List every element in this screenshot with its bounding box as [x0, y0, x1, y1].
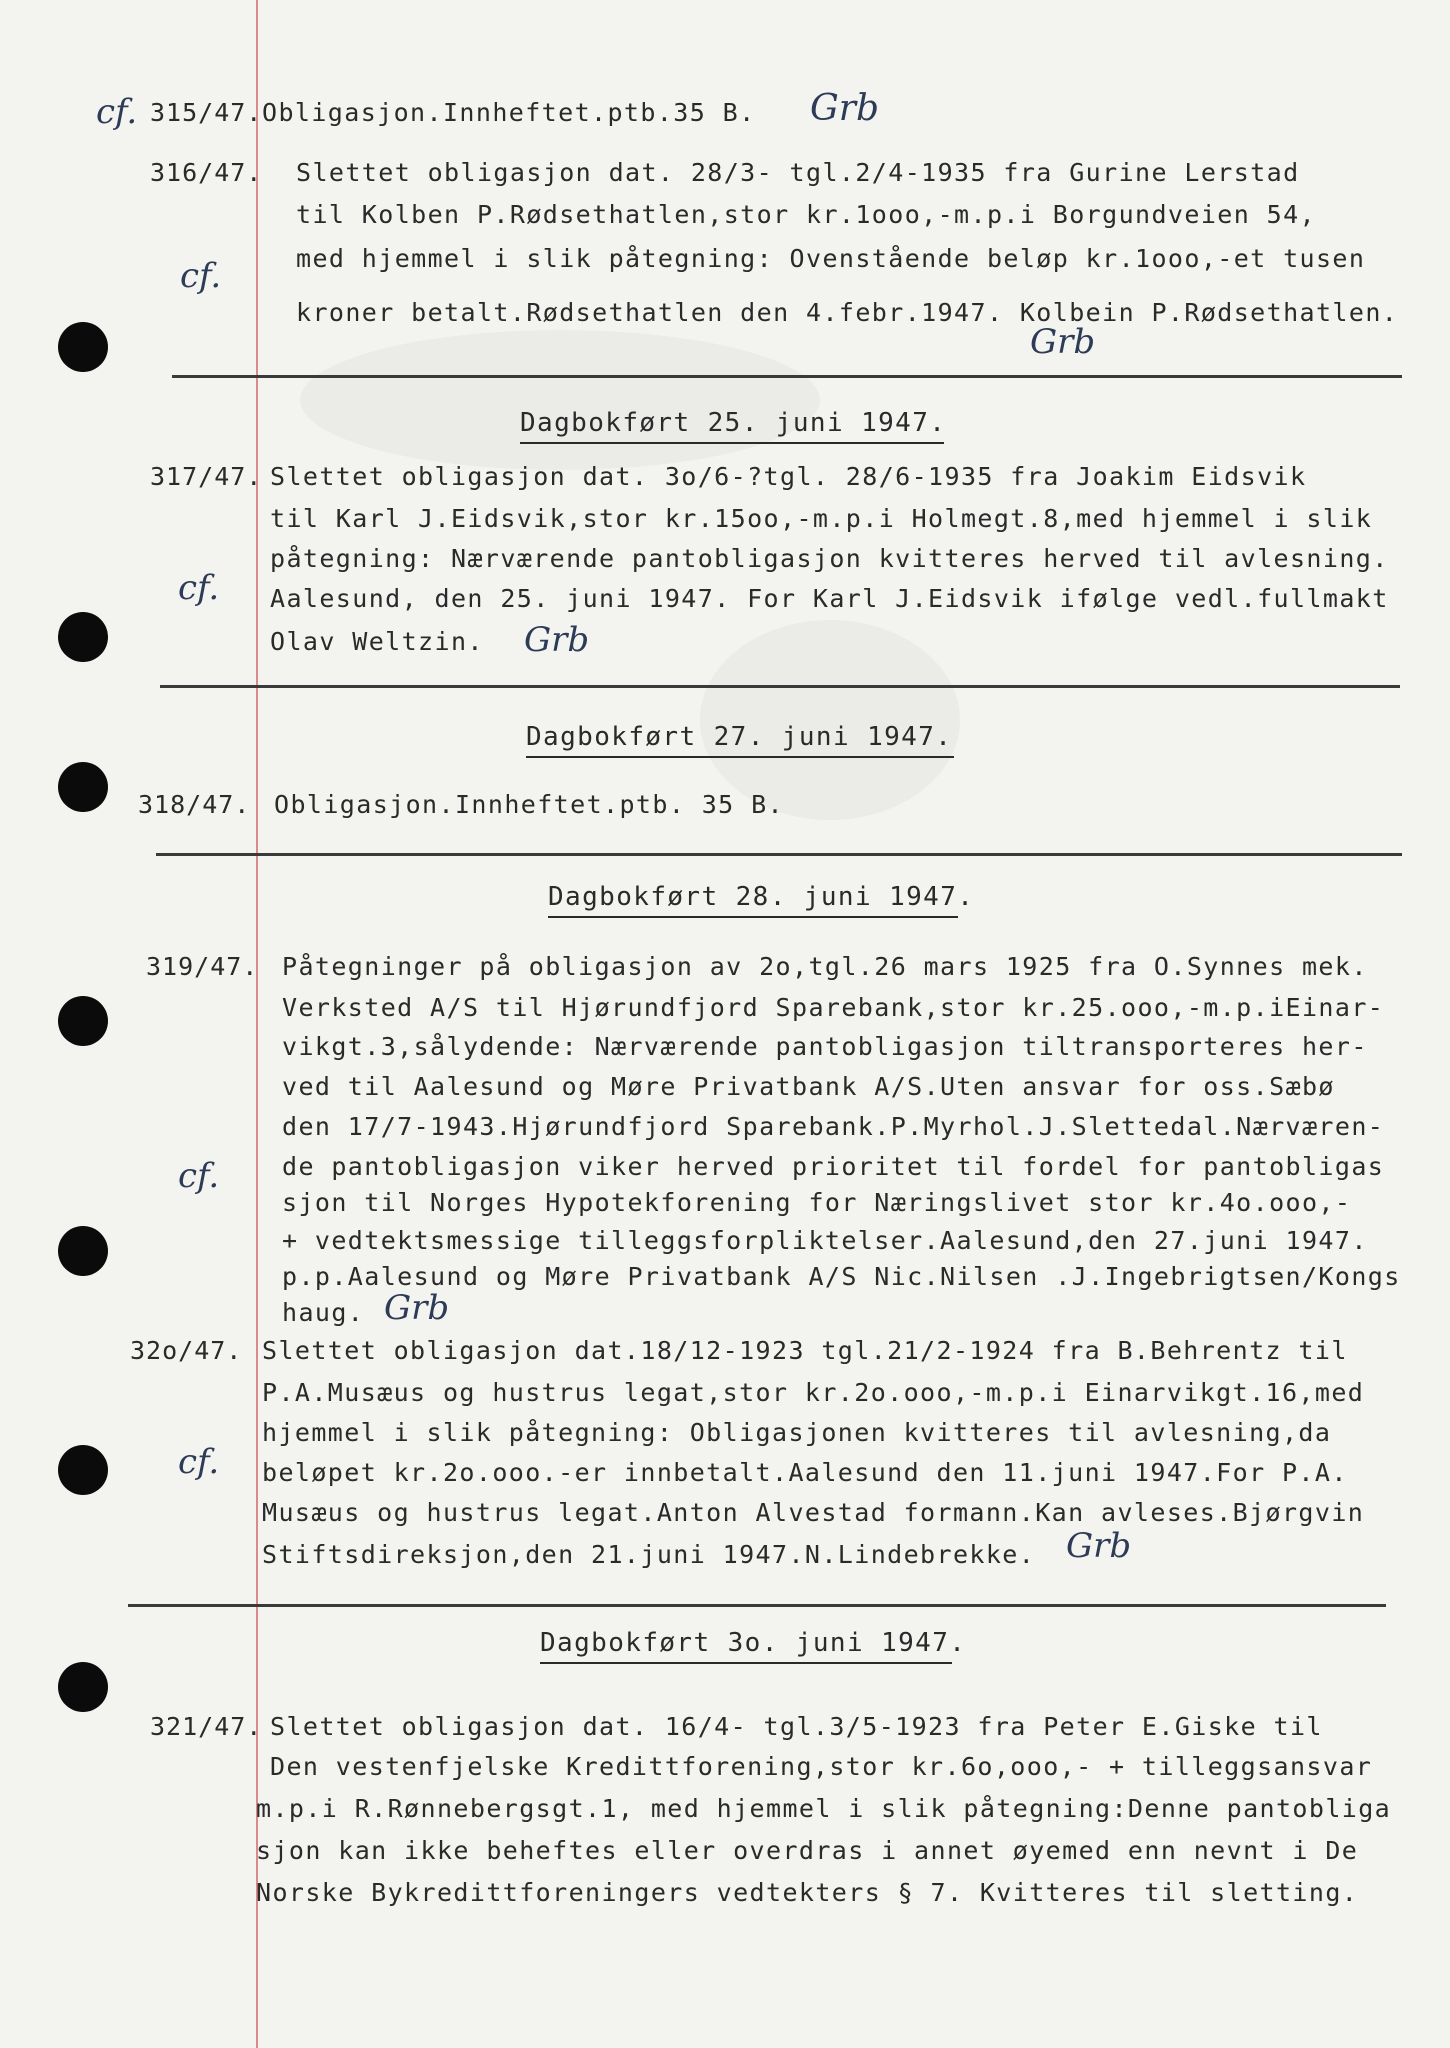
entry-line: Slettet obligasjon dat. 3o/6-?tgl. 28/6-1935 fra Joakim Eidsvik: [270, 462, 1307, 491]
cf-annotation: cf.: [178, 1442, 220, 1482]
entry-line: beløpet kr.2o.ooo.-er innbetalt.Aalesund den 11.juni 1947.For P.A.: [262, 1458, 1348, 1487]
entry-line: + vedtektsmessige tilleggsforpliktelser.Aalesund,den 27.juni 1947.: [282, 1226, 1368, 1255]
heading-underline: [548, 916, 958, 918]
heading-underline: [520, 442, 944, 444]
entry-line: med hjemmel i slik påtegning: Ovenstående beløp kr.1ooo,-et tusen: [296, 244, 1366, 273]
entry-line: den 17/7-1943.Hjørundfjord Sparebank.P.Myrhol.J.Slettedal.Nærværen-: [282, 1112, 1385, 1141]
entry-line: ved til Aalesund og Møre Privatbank A/S.Uten ansvar for oss.Sæbø: [282, 1072, 1335, 1101]
entry-number: 319/47.: [146, 952, 259, 981]
entry-line: Slettet obligasjon dat. 16/4- tgl.3/5-1923 fra Peter E.Giske til: [270, 1712, 1323, 1741]
entry-number: 317/47.: [150, 462, 263, 491]
initials: Grb: [524, 620, 590, 660]
entry-line: P.A.Musæus og hustrus legat,stor kr.2o.ooo,-m.p.i Einarvikgt.16,med: [262, 1378, 1365, 1407]
punch-hole: [58, 322, 108, 372]
punch-hole: [58, 996, 108, 1046]
entry-line: Obligasjon.Innheftet.ptb.35 B.: [262, 98, 756, 127]
section-divider: [156, 853, 1402, 856]
punch-hole: [58, 1445, 108, 1495]
initials: Grb: [1066, 1526, 1132, 1566]
cf-annotation: cf.: [178, 568, 220, 608]
punch-hole: [58, 612, 108, 662]
initials: Grb: [384, 1288, 450, 1328]
dagbok-heading: Dagbokført 25. juni 1947.: [520, 408, 947, 438]
entry-line: Den vestenfjelske Kredittforening,stor kr.6o,ooo,- + tilleggsansvar: [270, 1752, 1373, 1781]
entry-line: påtegning: Nærværende pantobligasjon kvitteres herved til avlesning.: [270, 544, 1389, 573]
section-divider: [172, 375, 1402, 378]
section-divider: [160, 685, 1400, 688]
entry-number: 318/47.: [138, 790, 251, 819]
cf-annotation: cf.: [96, 92, 138, 132]
entry-line: Påtegninger på obligasjon av 2o,tgl.26 mars 1925 fra O.Synnes mek.: [282, 952, 1368, 981]
entry-number: 32o/47.: [130, 1336, 243, 1365]
entry-line: kroner betalt.Rødsethatlen den 4.febr.1947. Kolbein P.Rødsethatlen.: [296, 298, 1399, 327]
entry-line: Slettet obligasjon dat. 28/3- tgl.2/4-1935 fra Gurine Lerstad: [296, 158, 1300, 187]
entry-line: Musæus og hustrus legat.Anton Alvestad formann.Kan avleses.Bjørgvin: [262, 1498, 1365, 1527]
initials: Grb: [810, 88, 880, 129]
entry-line: Slettet obligasjon dat.18/12-1923 tgl.21/2-1924 fra B.Behrentz til: [262, 1336, 1348, 1365]
punch-hole: [58, 762, 108, 812]
entry-line: hjemmel i slik påtegning: Obligasjonen kvitteres til avlesning,da: [262, 1418, 1332, 1447]
entry-line: Verksted A/S til Hjørundfjord Sparebank,stor kr.25.ooo,-m.p.iEinar-: [282, 993, 1385, 1022]
cf-annotation: cf.: [180, 256, 222, 296]
cf-annotation: cf.: [178, 1156, 220, 1196]
entry-line: Norske Bykredittforeningers vedtekters § 7. Kvitteres til sletting.: [256, 1878, 1359, 1907]
punch-hole: [58, 1662, 108, 1712]
entry-line: sjon til Norges Hypotekforening for Næringslivet stor kr.4o.ooo,-: [282, 1188, 1352, 1217]
entry-line: de pantobligasjon viker herved prioritet til fordel for pantobligas: [282, 1152, 1385, 1181]
heading-underline: [540, 1662, 952, 1664]
section-divider: [128, 1604, 1386, 1607]
initials: Grb: [1030, 322, 1096, 362]
entry-line: til Kolben P.Rødsethatlen,stor kr.1ooo,-m.p.i Borgundveien 54,: [296, 200, 1316, 229]
entry-line: haug.: [282, 1298, 365, 1327]
paper-stain: [300, 330, 820, 470]
entry-line: til Karl J.Eidsvik,stor kr.15oo,-m.p.i Holmegt.8,med hjemmel i slik: [270, 504, 1373, 533]
entry-line: vikgt.3,sålydende: Nærværende pantobligasjon tiltransporteres her-: [282, 1032, 1368, 1061]
entry-line: Olav Weltzin.: [270, 627, 484, 656]
entry-line: p.p.Aalesund og Møre Privatbank A/S Nic.Nilsen .J.Ingebrigtsen/Kongs: [282, 1262, 1401, 1291]
dagbok-heading: Dagbokført 27. juni 1947.: [526, 722, 953, 752]
entry-line: Obligasjon.Innheftet.ptb. 35 B.: [274, 790, 784, 819]
entry-number: 315/47.: [150, 98, 263, 127]
entry-number: 321/47.: [150, 1712, 263, 1741]
entry-line: m.p.i R.Rønnebergsgt.1, med hjemmel i slik påtegning:Denne pantobliga: [256, 1794, 1392, 1823]
dagbok-heading: Dagbokført 28. juni 1947.: [548, 882, 975, 912]
heading-underline: [526, 756, 954, 758]
entry-line: sjon kan ikke beheftes eller overdras i annet øyemed enn nevnt i De: [256, 1836, 1359, 1865]
entry-number: 316/47.: [150, 158, 263, 187]
entry-line: Aalesund, den 25. juni 1947. For Karl J.Eidsvik ifølge vedl.fullmakt: [270, 584, 1389, 613]
entry-line: Stiftsdireksjon,den 21.juni 1947.N.Lindebrekke.: [262, 1540, 1036, 1569]
dagbok-heading: Dagbokført 3o. juni 1947.: [540, 1628, 967, 1658]
punch-hole: [58, 1226, 108, 1276]
